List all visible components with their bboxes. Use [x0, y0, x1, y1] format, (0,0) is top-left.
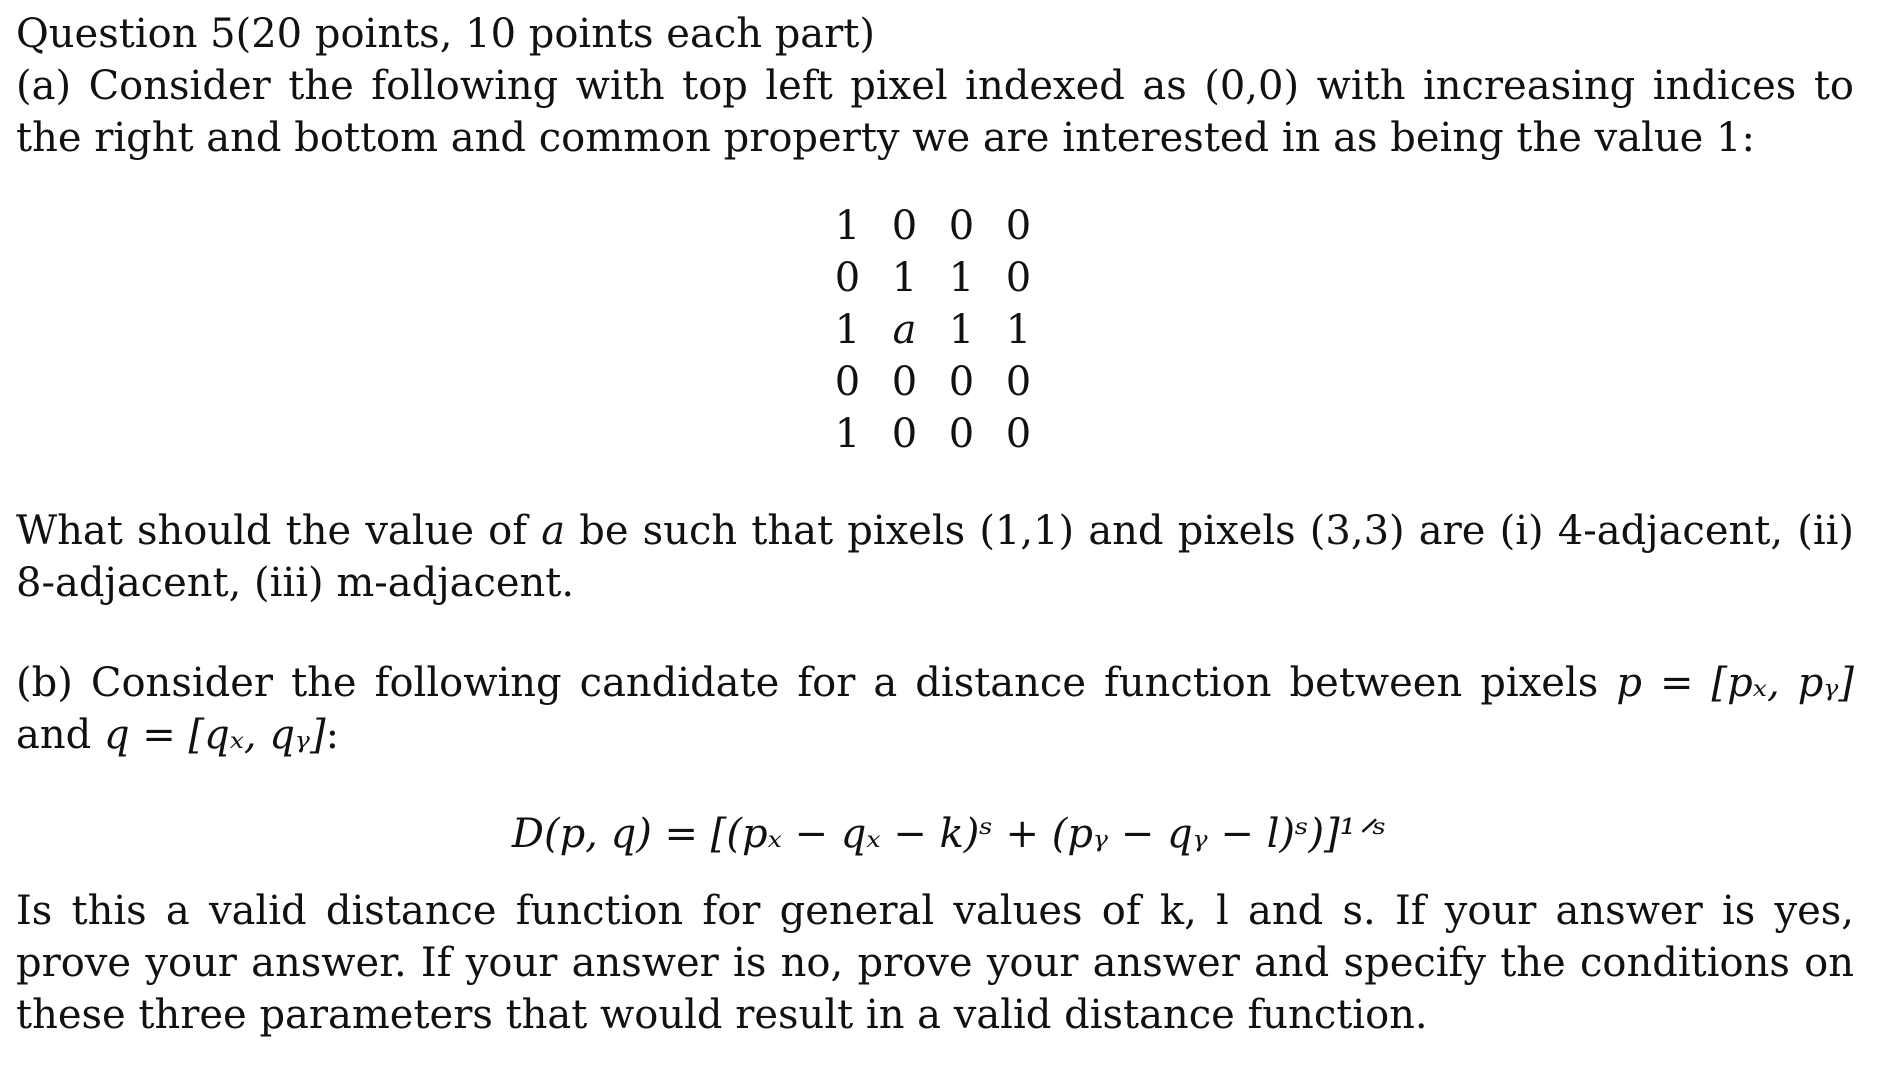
- part-a-question-pre: What should the value of: [16, 508, 542, 554]
- part-b-intro-pre: (b) Consider the following candidate for a distance function between pixels: [16, 660, 1617, 706]
- matrix-cell: a: [892, 307, 917, 353]
- matrix-cell: 0: [834, 359, 861, 405]
- part-a-question-variable: a: [541, 508, 566, 554]
- part-b-intro-post: :: [325, 712, 340, 758]
- part-b-question: [16, 885, 1854, 1041]
- matrix-cell: 0: [891, 411, 918, 457]
- matrix-cell: 1: [834, 411, 861, 457]
- part-a-question: [16, 505, 1854, 609]
- matrix-cell: 1: [948, 307, 975, 353]
- formula-rhs: [(pₓ − qₓ − k)ˢ + (pᵧ − qᵧ − l)ˢ)]¹ᐟˢ: [710, 811, 1387, 857]
- part-b-and: and: [16, 712, 104, 758]
- matrix-cell: 0: [834, 255, 861, 301]
- pixel-matrix: [819, 200, 1047, 460]
- matrix-cell: 0: [948, 411, 975, 457]
- matrix-cell: 0: [891, 203, 918, 249]
- part-a-intro: (a) Consider the following with top left pixel indexed as (0,0) with increasing indices to the right and bottom and common property we are interested in as being the value 1:: [16, 63, 1854, 161]
- question-title: Question 5(20 points, 10 points each part): [16, 11, 875, 57]
- matrix-cell: 0: [948, 359, 975, 405]
- part-a-question-post: be such that pixels (1,1) and pixels (3,3) are (i) 4-adjacent, (ii) 8-adjacent, (iii) m-adjacent.: [16, 508, 1855, 606]
- part-b-intro: [16, 657, 1854, 761]
- question-content: [16, 8, 1854, 164]
- matrix-cell: 1: [834, 203, 861, 249]
- matrix-cell: 0: [948, 203, 975, 249]
- matrix-cell: 0: [1005, 411, 1032, 457]
- matrix-cell: 0: [1005, 359, 1032, 405]
- matrix-cell: 1: [948, 255, 975, 301]
- part-b-closing: Is this a valid distance function for general values of k, l and s. If your answer is yes, prove your answer. If your answer is no, prove your answer and specify the conditions on these three parameters that would result in a valid distance function.: [16, 888, 1854, 1038]
- distance-formula: [0, 808, 1898, 860]
- part-b-q-definition: q = [qₓ, qᵧ]: [103, 712, 326, 758]
- matrix-cell: 1: [834, 307, 861, 353]
- part-b-p-definition: p = [pₓ, pᵧ]: [1616, 660, 1854, 706]
- matrix-cell: 1: [1005, 307, 1032, 353]
- matrix-cell: 0: [891, 359, 918, 405]
- matrix-cell: 0: [1005, 203, 1032, 249]
- formula-lhs: D(p, q) =: [511, 811, 711, 857]
- matrix-cell: 0: [1005, 255, 1032, 301]
- matrix-cell: 1: [891, 255, 918, 301]
